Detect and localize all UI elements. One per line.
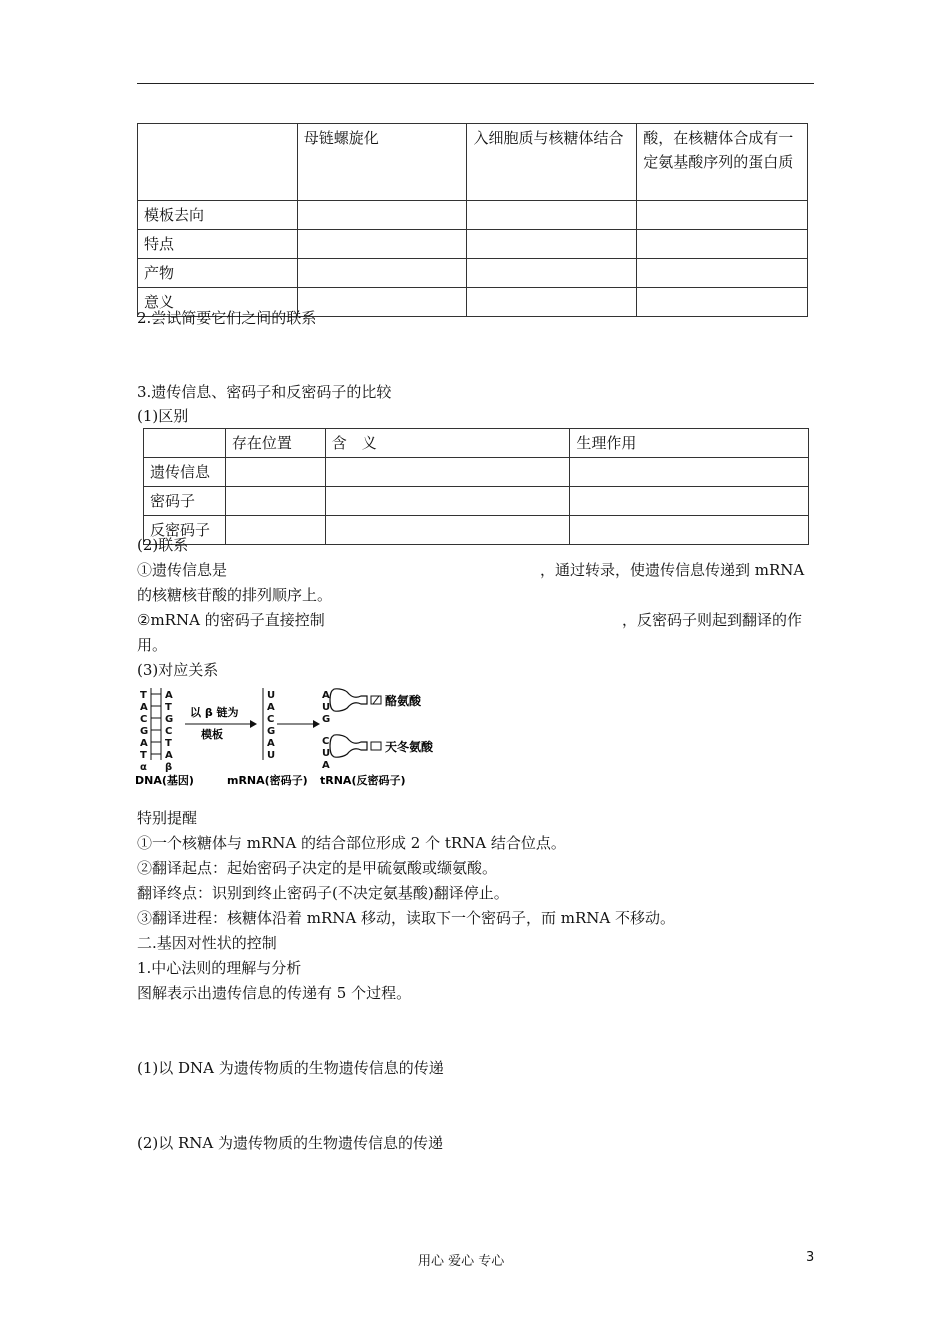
trna-cloverleaf-icon xyxy=(330,735,367,757)
blank-cell xyxy=(570,516,809,545)
trna1-base: U xyxy=(322,702,331,713)
subheading-correspondence: (3)对应关系 xyxy=(137,661,219,679)
blank-cell xyxy=(637,259,808,288)
subheading-difference: (1)区别 xyxy=(137,407,189,425)
codon-comparison-table xyxy=(143,428,809,545)
dna-beta-base: A xyxy=(165,690,173,701)
arrow-head-icon xyxy=(250,720,257,728)
row-label: 产物 xyxy=(138,259,298,288)
blank-cell xyxy=(297,288,467,317)
amino-acid-icon xyxy=(371,742,381,750)
blank-cell xyxy=(637,230,808,259)
table2-header-cell: 含 义 xyxy=(325,429,570,458)
dna-alpha-base: A xyxy=(140,702,148,713)
table1-header-cell: 入细胞质与核糖体结合 xyxy=(467,124,637,201)
blank-cell xyxy=(467,230,637,259)
trna-label: tRNA(反密码子) xyxy=(320,774,406,787)
blank-cell xyxy=(225,487,325,516)
blank-cell xyxy=(467,201,637,230)
blank-cell xyxy=(325,516,570,545)
blank-cell xyxy=(570,458,809,487)
dna-alpha-base: G xyxy=(140,726,149,737)
dna-alpha-base: T xyxy=(140,750,147,761)
dna-mrna-trna-diagram xyxy=(135,686,455,790)
dna-beta-base: C xyxy=(165,726,173,737)
blank-cell xyxy=(225,516,325,545)
question-3-title: 3.遗传信息、密码子和反密码子的比较 xyxy=(137,383,392,401)
row-label: 模板去向 xyxy=(138,201,298,230)
blank-cell xyxy=(225,458,325,487)
blank-cell xyxy=(297,201,467,230)
section-2-title: 二.基因对性状的控制 xyxy=(137,934,277,952)
dna-alpha-base: C xyxy=(140,714,148,725)
central-dogma-desc: 图解表示出遗传信息的传递有 5 个过程。 xyxy=(137,984,412,1002)
mrna-base: A xyxy=(267,702,275,713)
subheading-relation: (2)联系 xyxy=(137,536,189,554)
table-row xyxy=(138,201,808,230)
header-rule xyxy=(137,83,814,84)
row-label: 遗传信息 xyxy=(144,458,226,487)
dna-beta-base: T xyxy=(165,702,172,713)
table1-header-cell xyxy=(138,124,298,201)
relation-line-1b: ，通过转录，使遗传信息传递到 mRNA xyxy=(540,561,805,579)
footer-motto: 用心 爱心 专心 xyxy=(418,1254,505,1269)
table1-header-cell: 酸，在核糖体合成有一定氨基酸序列的蛋白质 xyxy=(637,124,808,201)
arrow-label-bottom: 模板 xyxy=(201,728,223,741)
trna1-base: A xyxy=(322,690,330,701)
blank-cell xyxy=(325,487,570,516)
mrna-base: U xyxy=(267,750,276,761)
tip-3: 翻译终点：识别到终止密码子(不决定氨基酸)翻译停止。 xyxy=(137,884,509,902)
mrna-base: U xyxy=(267,690,276,701)
relation-line-1c: 的核糖核苷酸的排列顺序上。 xyxy=(137,586,333,604)
blank-cell xyxy=(637,288,808,317)
trna1-base: G xyxy=(322,714,331,725)
arrow-label-top: 以 β 链为 xyxy=(190,706,239,719)
table-row xyxy=(144,516,809,545)
tip-2: ②翻译起点：起始密码子决定的是甲硫氨酸或缬氨酸。 xyxy=(137,859,498,877)
alpha-label: α xyxy=(140,762,147,773)
amino-acid-2-label: 天冬氨酸 xyxy=(385,740,434,754)
table2-header-cell: 生理作用 xyxy=(570,429,809,458)
table2-header-cell: 存在位置 xyxy=(225,429,325,458)
relation-line-2c: 用。 xyxy=(137,636,168,654)
blank-cell xyxy=(570,487,809,516)
table-row xyxy=(144,487,809,516)
tip-4: ③翻译进程：核糖体沿着 mRNA 移动，读取下一个密码子，而 mRNA 不移动。 xyxy=(137,909,676,927)
dna-organism-transfer: (1)以 DNA 为遗传物质的生物遗传信息的传递 xyxy=(137,1059,444,1077)
mrna-base: A xyxy=(267,738,275,749)
mrna-base: G xyxy=(267,726,276,737)
relation-line-2a: ②mRNA 的密码子直接控制 xyxy=(137,611,325,629)
central-dogma-heading: 1.中心法则的理解与分析 xyxy=(137,959,302,977)
page-number: 3 xyxy=(806,1250,815,1265)
trna2-base: C xyxy=(322,736,330,747)
mrna-label: mRNA(密码子) xyxy=(227,774,308,787)
row-label: 密码子 xyxy=(144,487,226,516)
blank-cell xyxy=(325,458,570,487)
blank-cell xyxy=(467,288,637,317)
trna2-base: A xyxy=(322,760,330,771)
beta-label: β xyxy=(165,762,173,773)
table-row xyxy=(138,230,808,259)
dna-label: DNA(基因) xyxy=(135,774,194,787)
trna-cloverleaf-icon xyxy=(330,689,367,711)
table2-header-cell xyxy=(144,429,226,458)
tip-1: ①一个核糖体与 mRNA 的结合部位形成 2 个 tRNA 结合位点。 xyxy=(137,834,566,852)
relation-line-1a: ①遗传信息是 xyxy=(137,561,228,579)
question-2: 2.尝试简要它们之间的联系 xyxy=(137,309,317,327)
row-label: 特点 xyxy=(138,230,298,259)
mrna-base: C xyxy=(267,714,275,725)
blank-cell xyxy=(637,201,808,230)
arrow-head-icon xyxy=(313,720,320,728)
dna-beta-base: T xyxy=(165,738,172,749)
row-label: 反密码子 xyxy=(144,516,226,545)
trna2-base: U xyxy=(322,748,331,759)
blank-cell xyxy=(297,230,467,259)
dna-beta-base: G xyxy=(165,714,174,725)
process-comparison-table xyxy=(137,123,808,317)
amino-acid-1-label: 酪氨酸 xyxy=(385,694,422,708)
relation-line-2b: ，反密码子则起到翻译的作 xyxy=(622,611,803,629)
rna-organism-transfer: (2)以 RNA 为遗传物质的生物遗传信息的传递 xyxy=(137,1134,444,1152)
dna-beta-base: A xyxy=(165,750,173,761)
table-row xyxy=(144,458,809,487)
row-label: 意义 xyxy=(138,288,298,317)
table-row xyxy=(138,259,808,288)
blank-cell xyxy=(467,259,637,288)
dna-alpha-base: A xyxy=(140,738,148,749)
dna-alpha-base: T xyxy=(140,690,147,701)
tips-title: 特别提醒 xyxy=(137,809,198,827)
blank-cell xyxy=(297,259,467,288)
table1-header-cell: 母链螺旋化 xyxy=(297,124,467,201)
